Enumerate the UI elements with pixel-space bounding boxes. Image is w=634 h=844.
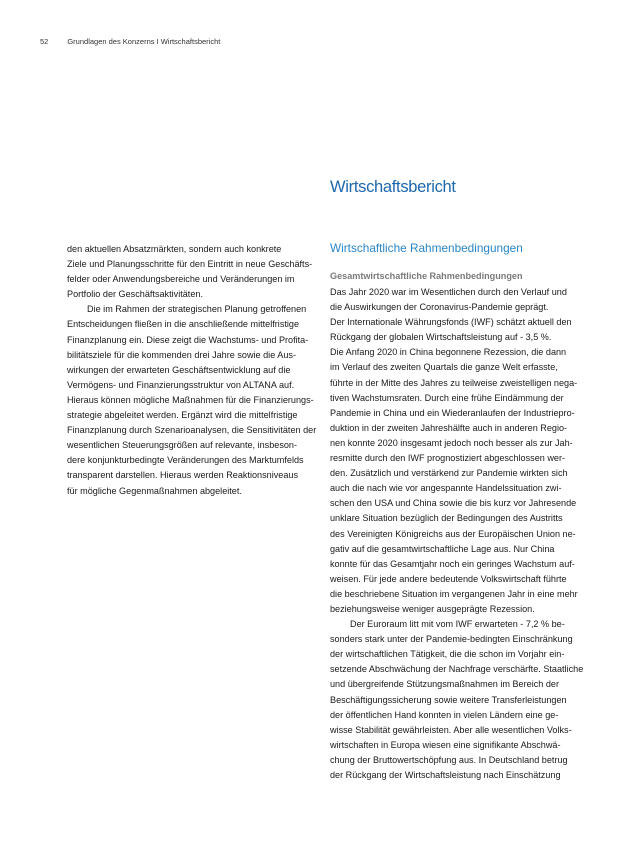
- text-line: im Verlauf des zweiten Quartals die ganze Welt erfasste,: [330, 362, 558, 373]
- text-line: wisse Stabilität gewährleisten. Aber alle wesentlichen Volks-: [330, 724, 572, 735]
- text-line: Finanzplanung durch Szenarioanalysen, die Sensitivitäten der: [67, 425, 317, 436]
- text-line: der Rückgang der Wirtschaftsleistung nach Einschätzung: [330, 770, 561, 780]
- text-line: und übergreifende Stützungsmaßnahmen im Bereich der: [330, 679, 559, 690]
- text-line: Der Internationale Währungsfonds (IWF) schätzt aktuell den: [330, 317, 572, 328]
- text-line: wirkungen der erwarteten Geschäftsentwicklung auf die: [67, 364, 291, 375]
- text-line: setzende Abschwächung der Nachfrage verschärfte. Staatliche: [330, 664, 584, 675]
- running-title: Grundlagen des Konzerns I Wirtschaftsbericht: [67, 37, 221, 46]
- text-line: duktion in der zweiten Jahreshälfte auch in anderen Regio-: [330, 422, 568, 433]
- text-line: führte in der Mitte des Jahres zu teilweise zweistelligen nega-: [330, 377, 578, 388]
- text-line: die Auswirkungen der Coronavirus-Pandemie geprägt.: [330, 302, 549, 313]
- text-line: Die im Rahmen der strategischen Planung getroffenen: [87, 304, 307, 315]
- text-line: des Vereinigten Königreichs aus der Europäischen Union ne-: [330, 528, 576, 539]
- text-line: dere konjunkturbedingte Veränderungen des Marktumfelds: [67, 455, 304, 466]
- text-line: der öffentlichen Hand konnten in vielen Ländern eine ge-: [330, 709, 559, 720]
- text-line: Rückgang der globalen Wirtschaftsleistung auf - 3,5 %.: [330, 332, 552, 343]
- text-line: den aktuellen Absatzmärkten, sondern auch konkrete: [67, 244, 282, 254]
- text-line: Die Anfang 2020 in China begonnene Rezession, die dann: [330, 347, 567, 358]
- text-line: gativ auf die gesamtwirtschaftliche Lage aus. Nur China: [330, 543, 555, 554]
- text-line: Der Euroraum litt mit vom IWF erwarteten - 7,2 % be-: [350, 619, 565, 630]
- text-line: unklare Situation bezüglich der Bedingungen des Austritts: [330, 513, 563, 524]
- text-line: bilitätsziele für die kommenden drei Jahre sowie die Aus-: [67, 349, 296, 360]
- text-line: Finanzplanung ein. Diese zeigt die Wachstums- und Profita-: [67, 334, 309, 345]
- subsection-title: Wirtschaftliche Rahmenbedingungen: [330, 241, 523, 255]
- text-line: wesentlichen Steuerungsgrößen auf relevante, insbeson-: [67, 440, 298, 451]
- text-line: felder oder Anwendungsbereiche und Veränderungen im: [67, 274, 295, 285]
- text-line: strategie abgeleitet werden. Ergänzt wird die mittelfristige: [67, 410, 298, 421]
- section-title: Wirtschaftsbericht: [330, 178, 456, 196]
- text-line: sonders stark unter der Pandemie-bedingten Einschränkung: [330, 634, 573, 645]
- text-line: Das Jahr 2020 war im Wesentlichen durch den Verlauf und: [330, 287, 567, 297]
- text-line: tiven Wachstumsraten. Durch eine frühe Eindämmung der: [330, 392, 564, 403]
- text-line: wirtschaften in Europa wiesen eine signifikante Abschwä-: [330, 739, 561, 750]
- text-line: Beschäftigungssicherung sowie weitere Transferleistungen: [330, 694, 567, 705]
- text-line: die beschriebene Situation im vergangenen Jahr in eine mehr: [330, 588, 578, 599]
- text-line: Entscheidungen fließen in die anschließende mittelfristige: [67, 319, 300, 330]
- text-line: resmitte durch den IWF prognostiziert abgeschlossen wer-: [330, 453, 566, 464]
- left-text-column: [67, 242, 316, 499]
- text-line: schen den USA und China sowie die bis kurz vor Jahresende: [330, 498, 577, 509]
- text-line: Vermögens- und Finanzierungsstruktur von ALTANA auf.: [67, 379, 295, 390]
- right-text-column: [330, 285, 583, 783]
- text-line: Hieraus können mögliche Maßnahmen für die Finanzierungs-: [67, 394, 314, 405]
- running-header: [40, 37, 220, 46]
- text-line: transparent darstellen. Hieraus werden Reaktionsniveaus: [67, 470, 299, 481]
- text-line: beziehungsweise weniger ausgeprägte Rezession.: [330, 603, 535, 614]
- text-line: den. Zusätzlich und verstärkend zur Pandemie wirkten sich: [330, 468, 568, 479]
- text-line: auch die nach wie vor angespannte Handelssituation zwi-: [330, 483, 562, 494]
- text-line: Pandemie in China und ein Wiederanlaufen der Industriepro-: [330, 407, 575, 418]
- page-number: 52: [40, 37, 49, 46]
- text-line: nen konnte 2020 insgesamt jedoch noch besser als zur Jah-: [330, 437, 573, 448]
- text-line: der wirtschaftlichen Tätigkeit, die die schon im Vorjahr ein-: [330, 649, 565, 660]
- text-line: weisen. Für jede andere bedeutende Volkswirtschaft führte: [330, 573, 567, 584]
- text-line: Portfolio der Geschäftsaktivitäten.: [67, 289, 203, 300]
- text-line: konnte für das Gesamtjahr noch ein geringes Wachstum auf-: [330, 558, 575, 569]
- text-line: chung der Bruttowertschöpfung aus. In Deutschland betrug: [330, 754, 568, 765]
- paragraph-heading: Gesamtwirtschaftliche Rahmenbedingungen: [330, 271, 523, 281]
- text-line: Ziele und Planungsschritte für den Eintritt in neue Geschäfts-: [67, 259, 313, 270]
- text-line: für mögliche Gegenmaßnahmen abgeleitet.: [67, 485, 242, 496]
